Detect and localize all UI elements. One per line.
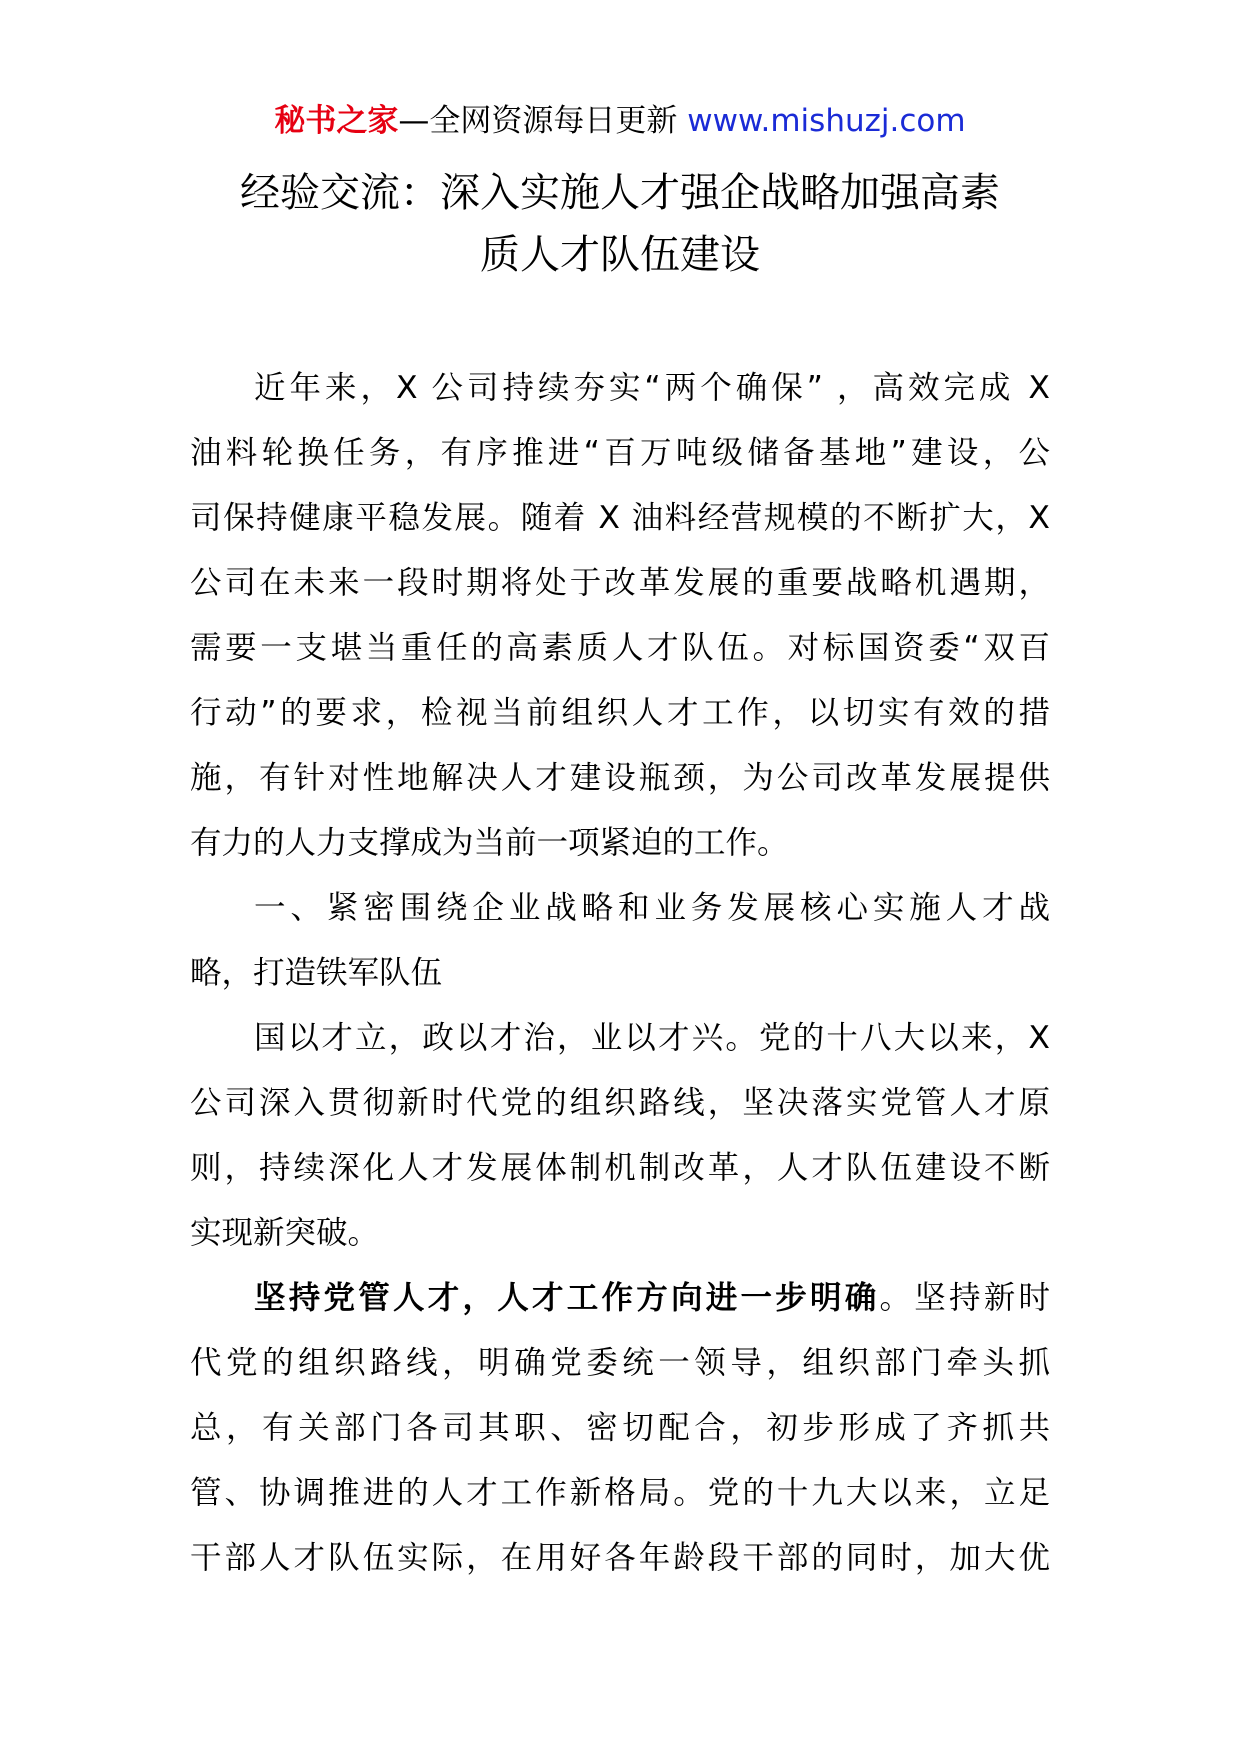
paragraph-intro <box>190 356 1050 876</box>
text-line: 则，持续深化人才发展体制机制改革，人才队伍建设不断 <box>190 1150 1050 1186</box>
paragraph-talent-strategy <box>190 1006 1050 1266</box>
document-body <box>190 356 1050 1591</box>
brand-name: 秘书之家 <box>274 103 399 139</box>
document-title <box>190 162 1050 286</box>
banner-tagline: —全网资源每日更新 <box>398 103 678 139</box>
text-line: 施，有针对性地解决人才建设瓶颈，为公司改革发展提供 <box>190 760 1050 796</box>
lead-tail: 。坚持新时 <box>879 1280 1050 1316</box>
title-line-1: 经验交流：深入实施人才强企战略加强高素 <box>240 170 1000 216</box>
paragraph-party-management <box>190 1266 1050 1591</box>
heading-line: 略，打造铁军队伍 <box>190 955 443 991</box>
text-line: 国以才立，政以才治，业以才兴。党的十八大以来，X <box>254 1020 1050 1056</box>
text-line: 有力的人力支撑成为当前一项紧迫的工作。 <box>190 825 789 861</box>
text-line: 司保持健康平稳发展。随着 X 油料经营规模的不断扩大，X <box>190 500 1050 536</box>
text-line: 总，有关部门各司其职、密切配合，初步形成了齐抓共 <box>190 1410 1050 1446</box>
text-line: 干部人才队伍实际，在用好各年龄段干部的同时，加大优 <box>190 1540 1050 1576</box>
text-line: 需要一支堪当重任的高素质人才队伍。对标国资委“双百 <box>190 630 1050 666</box>
text-line: 公司深入贯彻新时代党的组织路线，坚决落实党管人才原 <box>190 1085 1050 1121</box>
text-line: 行动”的要求，检视当前组织人才工作，以切实有效的措 <box>190 695 1050 731</box>
site-banner <box>0 101 1240 141</box>
text-line: 油料轮换任务，有序推进“百万吨级储备基地”建设，公 <box>190 435 1051 471</box>
bold-lead: 坚持党管人才，人才工作方向进一步明确 <box>254 1280 880 1316</box>
text-line: 实现新突破。 <box>190 1215 380 1251</box>
heading-line: 一、紧密围绕企业战略和业务发展核心实施人才战 <box>254 890 1050 926</box>
site-url[interactable]: www.mishuzj.com <box>687 103 966 139</box>
text-line: 近年来，X 公司持续夯实“两个确保” ，高效完成 X <box>254 370 1050 406</box>
text-line <box>190 1266 1050 1331</box>
title-line-2: 质人才队伍建设 <box>480 232 760 278</box>
text-line: 代党的组织路线，明确党委统一领导，组织部门牵头抓 <box>190 1345 1050 1381</box>
text-line: 公司在未来一段时期将处于改革发展的重要战略机遇期， <box>190 565 1050 601</box>
text-line: 管、协调推进的人才工作新格局。党的十九大以来，立足 <box>190 1475 1050 1511</box>
section-heading-1 <box>190 876 1050 1006</box>
